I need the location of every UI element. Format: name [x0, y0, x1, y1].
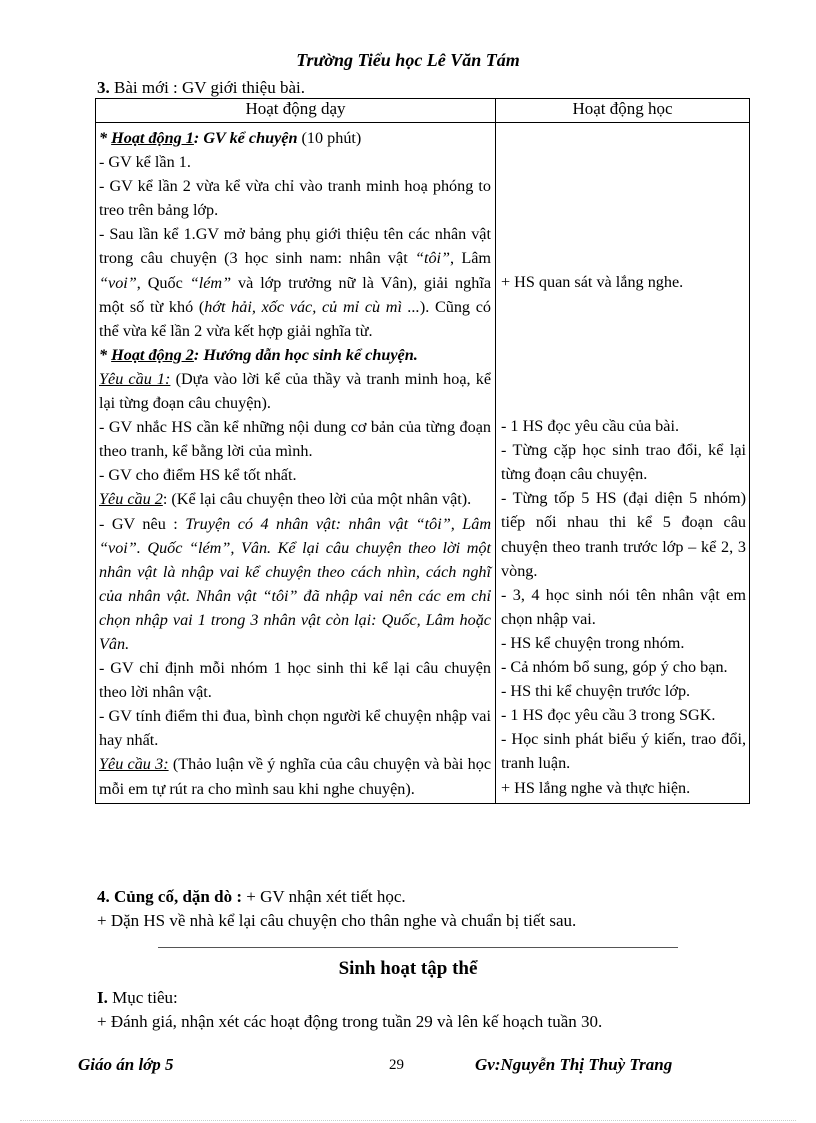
teacher-activities [96, 123, 496, 804]
table-body-row [96, 123, 750, 804]
footer-left: Giáo án lớp 5 [78, 1055, 174, 1074]
activity-2-heading [99, 343, 491, 367]
teacher-step-8: - GV tính điểm thi đua, bình chọn người kể chuyện nhập vai hay nhất. [99, 707, 491, 750]
student-step-6: - HS kể chuyện trong nhóm. [501, 633, 685, 652]
student-step-5: - 3, 4 học sinh nói tên nhân vật em chọn nhập vai. [501, 585, 746, 628]
requirement-1-text: (Dựa vào lời kể của thầy và tranh minh hoạ, kể lại từng đoạn câu chuyện). [99, 369, 492, 413]
col-student-header: Hoạt động học [496, 99, 750, 123]
col-teacher-header: Hoạt động dạy [96, 99, 496, 123]
footer-right: Gv:Nguyễn Thị Thuỳ Trang [475, 1055, 673, 1074]
teacher-step-6-italic: Truyện có 4 nhân vật: nhân vật “tôi”, Lâm “voi”. Quốc “lém”, Vân. Kể lại câu chuyện theo lời một nhân vật là nhập vai kể chuyện theo cách nhìn, cách nghĩ của nhân vật. Nhân vật “tôi” đã nhập vai nên các em chỉ chọn nhập vai 1 trong 3 nhân vật còn lại: Quốc, Lâm hoặc Vân. [99, 514, 492, 653]
teacher-step-3-a: - Sau lần kể 1.GV mở bảng phụ giới thiệu tên các nhân vật trong câu chuyện (3 học sinh nam: nhân vật [99, 225, 491, 268]
student-step-2: - 1 HS đọc yêu cầu của bài. [501, 417, 679, 436]
student-activities [496, 123, 750, 804]
section-3 [97, 78, 305, 98]
student-step-11: + HS lắng nghe và thực hiện. [501, 778, 691, 797]
teacher-step-4: - GV nhắc HS cần kể những nội dung cơ bản của từng đoạn theo tranh, kể bằng lời của mình. [99, 418, 491, 461]
section-4-text-2: + Dặn HS về nhà kể lại câu chuyện cho thân nghe và chuẩn bị tiết sau. [97, 911, 577, 930]
section-3-text: GV giới thiệu bài. [182, 78, 305, 97]
divider [158, 947, 678, 948]
student-step-7: - Cả nhóm bổ sung, góp ý cho bạn. [501, 658, 728, 677]
student-step-8: - HS thi kể chuyện trước lớp. [501, 682, 691, 701]
activity-1-rest: : GV kể chuyện [193, 129, 298, 147]
student-step-1: + HS quan sát và lắng nghe. [501, 273, 684, 291]
activity-2-title: Hoạt động 2 [111, 345, 194, 364]
student-step-10: - Học sinh phát biểu ý kiến, trao đổi, tranh luận. [501, 730, 746, 773]
section-4-line-1 [97, 885, 576, 909]
objectives [97, 986, 602, 1034]
spacer [501, 294, 746, 414]
requirement-2 [99, 487, 491, 511]
objectives-title: Mục tiêu: [112, 988, 178, 1007]
table-header-row [96, 99, 750, 123]
teacher-step-6-a: - GV nêu : [99, 514, 178, 533]
teacher-step-6 [99, 512, 491, 657]
activity-2-rest: : Hướng dẫn học sinh kể chuyện. [193, 345, 418, 364]
requirement-3 [99, 752, 491, 800]
teacher-step-1: - GV kể lần 1. [99, 153, 191, 172]
teacher-step-3-d: và lớp trưởng nữ là Vân), giải nghĩa một số từ khó ( [99, 273, 492, 316]
character-toi: “tôi” [414, 249, 451, 268]
section-3-label: Bài mới : [114, 78, 178, 97]
teacher-step-7: - GV chỉ định mỗi nhóm 1 học sinh thi kể lại câu chuyện theo lời nhân vật. [99, 659, 491, 702]
section-4-label: 4. Củng cố, dặn dò : [97, 887, 243, 906]
teacher-step-3 [99, 222, 491, 342]
student-step-4: - Từng tốp 5 HS (đại diện 5 nhóm) tiếp nối nhau thi kể 5 đoạn câu chuyện theo tranh trước lớp – kể 2, 3 vòng. [501, 489, 746, 580]
bottom-dotted-border [20, 1120, 796, 1121]
section-3-number: 3. [97, 78, 110, 97]
requirement-1-label: Yêu cầu 1: [99, 369, 171, 388]
teacher-step-3-b: , Lâm [450, 249, 491, 268]
page-number: 29 [389, 1057, 404, 1073]
requirement-1 [99, 367, 491, 415]
spacer [501, 126, 746, 270]
activity-2-star: * [99, 345, 108, 364]
school-header: Trường Tiểu học Lê Văn Tám [296, 50, 520, 70]
objectives-text: + Đánh giá, nhận xét các hoạt động trong tuần 29 và lên kế hoạch tuần 30. [97, 1012, 603, 1031]
objectives-number: I. [97, 988, 108, 1007]
teacher-step-5: - GV cho điểm HS kể tốt nhất. [99, 466, 297, 485]
activity-title: Sinh hoạt tập thể [338, 958, 478, 979]
activity-1-title: Hoạt động 1 [111, 129, 194, 147]
requirement-2-label: Yêu cầu 2 [99, 490, 163, 509]
section-4 [97, 885, 576, 933]
requirement-3-text: (Thảo luận về ý nghĩa của câu chuyện và bài học mỗi em tự rút ra cho mình sau khi nghe chuyện). [99, 755, 492, 798]
section-4-text-1: + GV nhận xét tiết học. [246, 887, 406, 906]
teacher-step-3-c: , Quốc [136, 273, 183, 292]
requirement-2-text: : (Kể lại câu chuyện theo lời của một nhân vật). [162, 490, 472, 509]
student-step-9: - 1 HS đọc yêu cầu 3 trong SGK. [501, 706, 716, 725]
activity-1-heading [99, 126, 491, 150]
lesson-table [95, 98, 750, 804]
requirement-3-label: Yêu cầu 3: [99, 755, 169, 774]
teacher-step-3-e: ). Cũng có thể vừa kể lần 2 vừa kết hợp giải nghĩa từ. [99, 297, 491, 340]
character-voi: “voi” [99, 273, 137, 292]
difficult-words: hớt hải, xốc vác, củ mỉ cù mì ... [204, 297, 420, 316]
student-step-3: - Từng cặp học sinh trao đổi, kể lại từng đoạn câu chuyện. [501, 441, 746, 484]
activity-1-star: * [99, 129, 108, 147]
activity-1-time: (10 phút) [301, 129, 362, 147]
teacher-step-2: - GV kể lần 2 vừa kể vừa chỉ vào tranh minh hoạ phóng to treo trên bảng lớp. [99, 177, 491, 220]
character-lem: “lém” [189, 273, 232, 292]
objectives-heading [97, 986, 602, 1010]
